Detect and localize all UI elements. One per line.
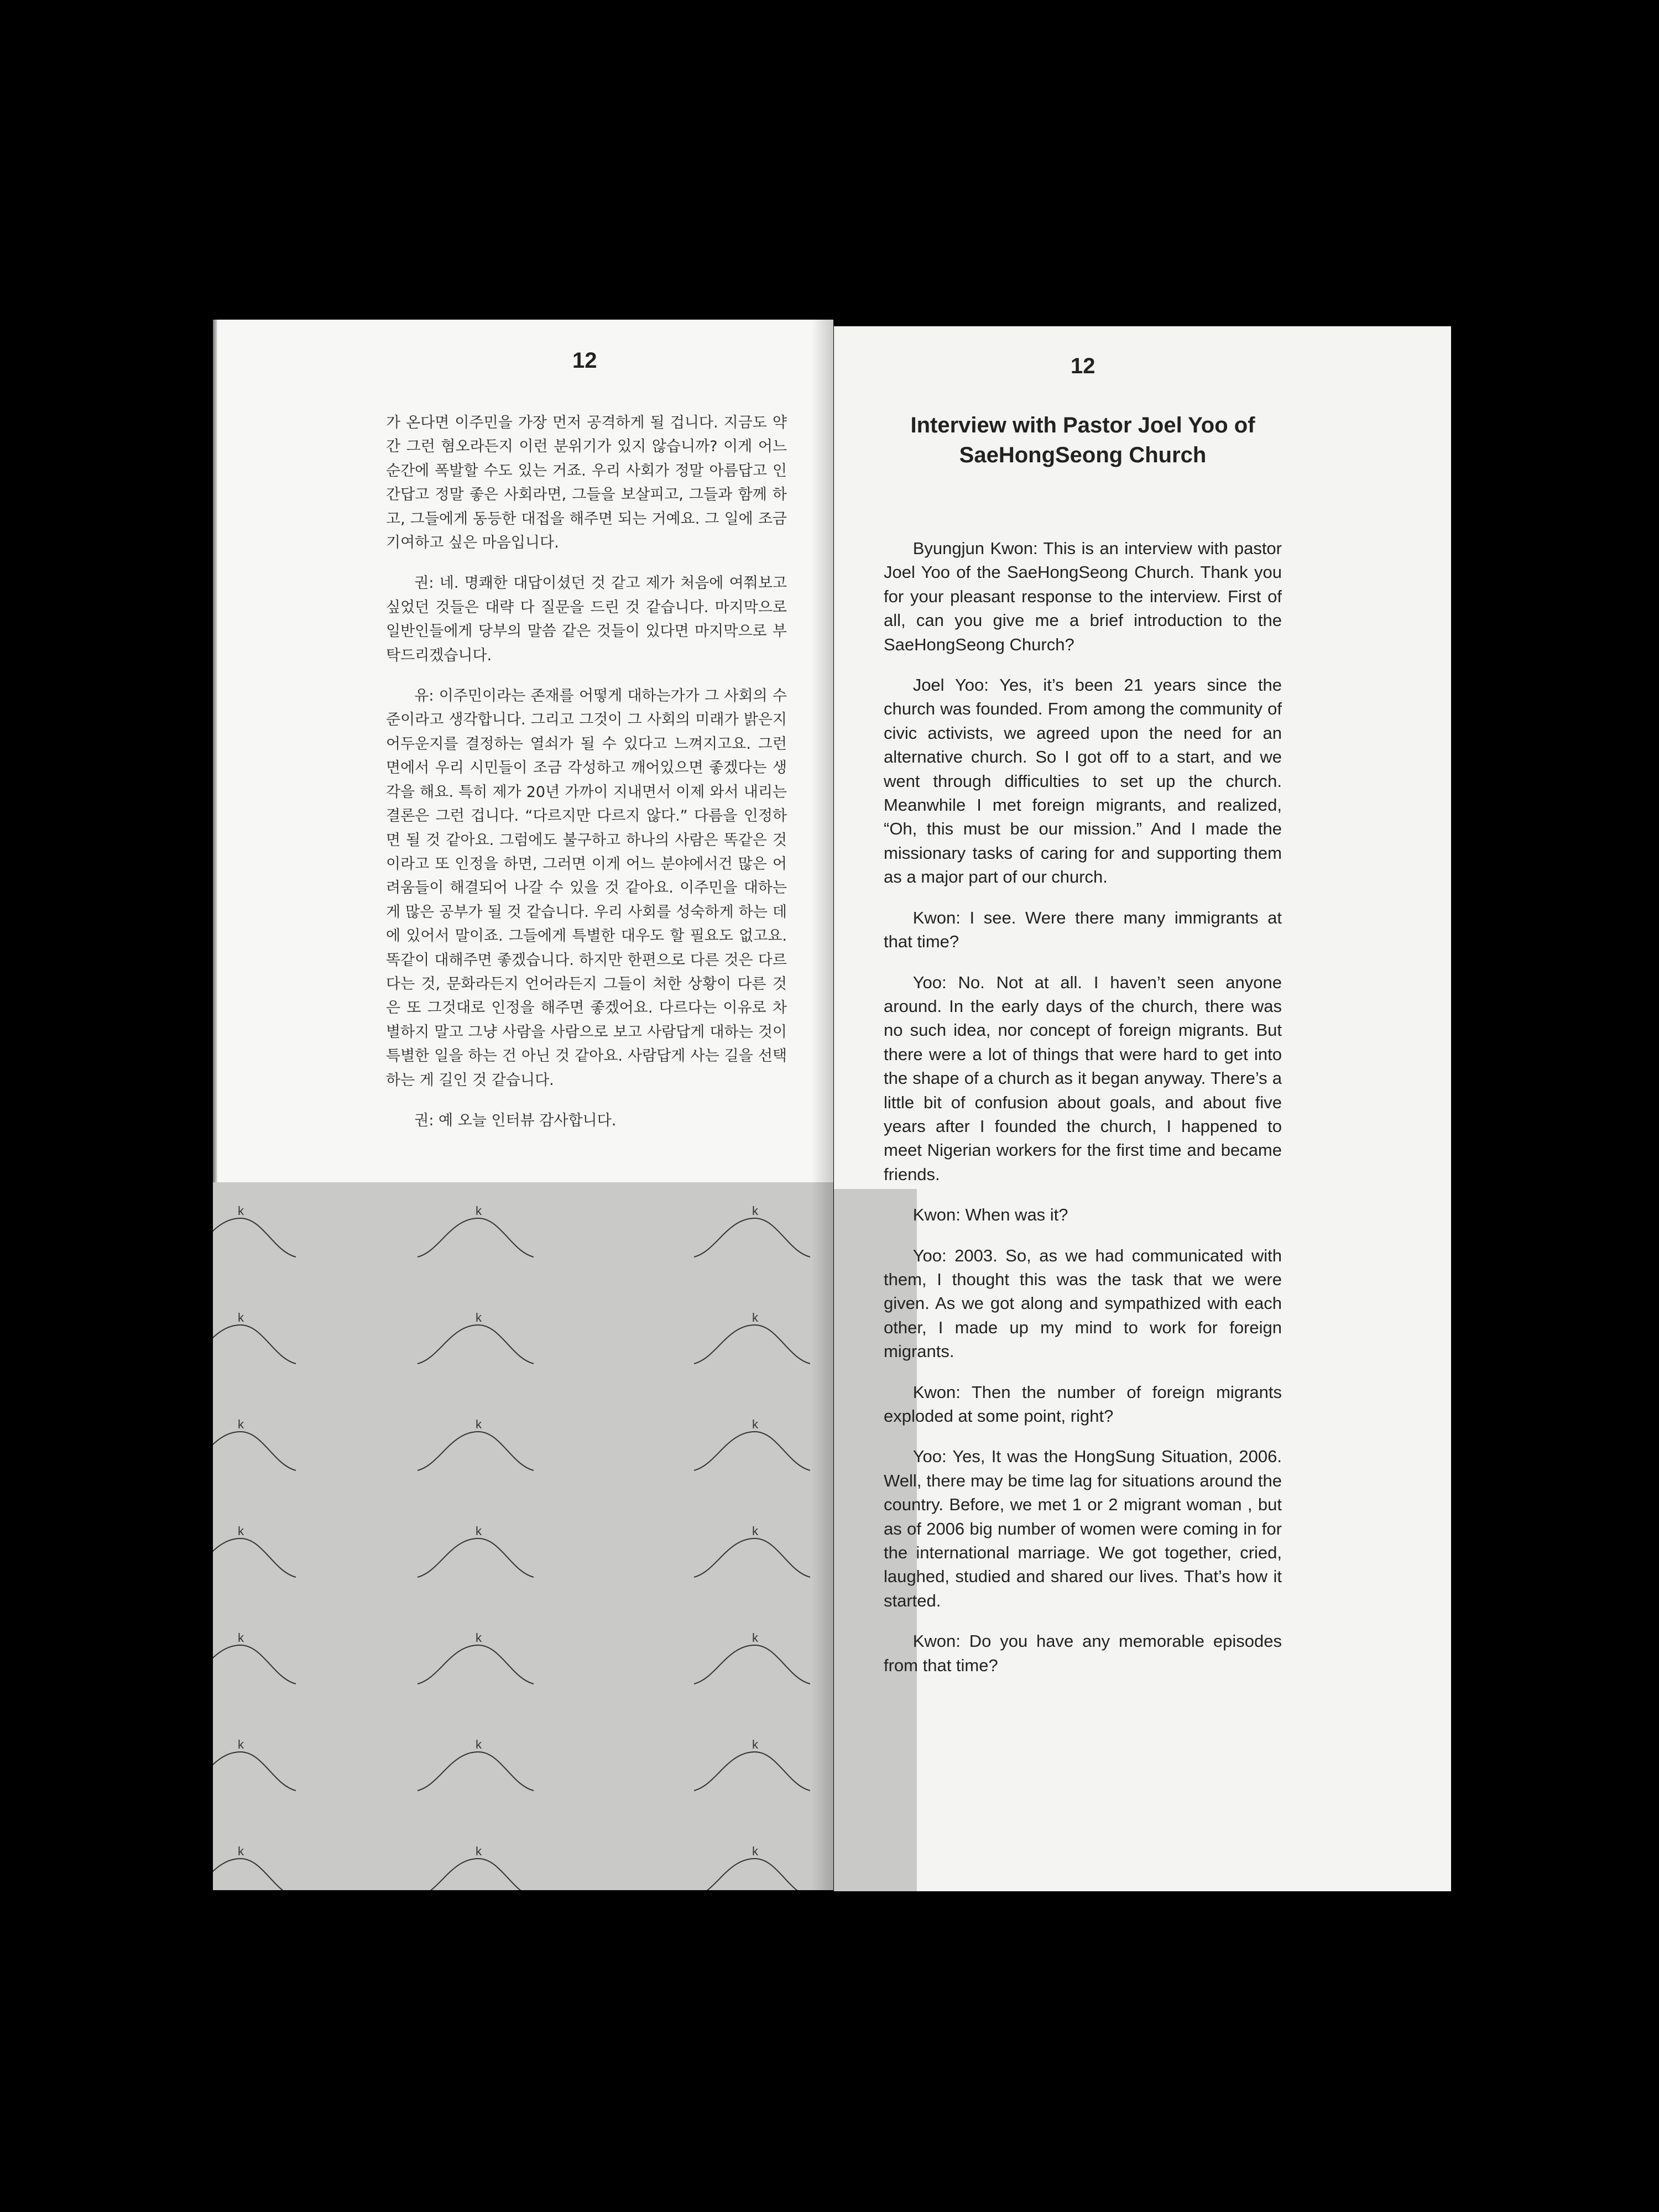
interview-paragraph: Yoo: No. Not at all. I haven’t seen anyone around. In the early days of the church, there was no such idea, nor concept of foreign migrants. But there were a lot of things that were hard to get into the shape of a church as it began anyway. There’s a little bit of confusion about goals, and about five years after I founded the church, I happened to meet Nigerian workers for the first time and became friends. [884,972,1282,1184]
pattern-letter: k [238,1204,244,1218]
arch-mark [418,1538,534,1577]
arch-mark [694,1218,810,1257]
arch-mark [694,1645,810,1684]
interview-paragraph: Byungjun Kwon: This is an interview with pastor Joel Yoo of the SaeHongSeong Church. Thank you for your pleasant response to the interview. First of all, can you give me a brief introduction to the SaeHongSeong Church? [884,539,1282,654]
pattern-letter: k [752,1524,758,1538]
arch-mark [213,1432,296,1470]
arch-mark [418,1859,534,1890]
pattern-letter: k [752,1417,758,1431]
pattern-letter: k [476,1311,482,1324]
interview-paragraph: Yoo: 2003. So, as we had communicated with them, I thought this was the task that we were given. As we got along and sympathized with each other, I made up my mind to work for foreign migrants. [884,1245,1282,1361]
arch-mark [694,1752,810,1791]
pattern-letter: k [476,1417,482,1431]
pattern-letter: k [752,1631,758,1645]
arch-mark [694,1325,810,1364]
korean-text-block [386,411,787,1149]
interview-paragraph: Kwon: When was it? [912,1205,1068,1225]
interview-paragraph: Joel Yoo: Yes, it’s been 21 years since the church was founded. From among the community of civic activists, we agreed upon the need for an alternative church. So I got off to a start, and we went through difficulties to set up the church. Meanwhile I met foreign migrants, and realized, “Oh, this must be our mission.” And I made the missionary tasks of caring for and supporting them as a major part of our church. [884,675,1282,887]
pattern-letter: k [476,1631,482,1645]
arch-mark [418,1432,534,1470]
arch-mark [694,1859,810,1890]
pattern-letter: k [752,1311,758,1324]
korean-paragraph: 유: 이주민이라는 존재를 어떻게 대하는가가 그 사회의 수준이라고 생각합니다. 그리고 그것이 그 사회의 미래가 밝은지 어두운지를 결정하는 열쇠가 될 수 있다고 느껴지고요. 그런 면에서 우리 시민들이 조금 각성하고 깨어있으면 좋겠다는 생각을 해요. 특히 제가 20년 가까이 지내면서 이제 와서 내리는 결론은 그런 겁니다. “다르지만 다르지 않다.” 다름을 인정하면 될 것 같아요. 그럼에도 불구하고 하나의 사람은 똑같은 것이라고 또 인정을 하면, 그러면 이게 어느 분야에서건 많은 어려움들이 해결되어 나갈 수 있을 것 같아요. 이주민을 대하는 게 많은 공부가 될 것 같습니다. 우리 사회를 성숙하게 하는 데에 있어서 말이죠. 그들에게 특별한 대우도 할 필요도 없고요. 똑같이 대해주면 좋겠습니다. 하지만 한편으로 다른 것은 다르다는 것, 문화라든지 언어라든지 그들이 처한 상황이 다른 것은 또 그것대로 인정을 해주면 좋겠어요. 다르다는 이유로 차별하지 말고 그냥 사람을 사람으로 보고 사람답게 대하는 것이 특별한 일을 하는 건 아닌 것 같아요. 사람답게 사는 길을 선택하는 게 길인 것 같습니다. [386,687,787,1089]
pattern-letter: k [476,1204,482,1218]
page-number: 12 [1071,354,1095,378]
korean-paragraph: 권: 네. 명쾌한 대답이셨던 것 같고 제가 처음에 여쭤보고 싶었던 것들은 대략 다 질문을 드린 것 같습니다. 마지막으로 일반인들에게 당부의 말씀 같은 것들이 있다면 마지막으로 부탁드리겠습니다. [386,575,787,664]
korean-paragraph: 권: 예 오늘 인터뷰 감사합니다. [414,1112,617,1129]
pattern-letter: k [238,1844,244,1858]
arch-mark [213,1752,296,1791]
left-page [213,320,833,1890]
arch-mark [694,1432,810,1470]
interview-paragraph: Kwon: I see. Were there many immigrants at that time? [884,907,1282,952]
pattern-letter: k [238,1524,244,1538]
interview-paragraph: Kwon: Then the number of foreign migrants exploded at some point, right? [884,1382,1282,1426]
arch-mark [213,1325,296,1364]
arch-mark [418,1752,534,1791]
pattern-letter: k [476,1524,482,1538]
arch-mark [213,1218,296,1257]
arch-mark [213,1859,296,1890]
article-title: Interview with Pastor Joel Yoo of SaeHongSeong Church [910,413,1255,467]
korean-paragraph: 가 온다면 이주민을 가장 먼저 공격하게 될 겁니다. 지금도 약간 그런 혐오라든지 이런 분위기가 있지 않습니까? 이게 어느 순간에 폭발할 수도 있는 거죠. 우리 사회가 정말 아름답고 인간답고 정말 좋은 사회라면, 그들을 보살피고, 그들과 함께 하고, 그들에게 동등한 대접을 해주면 되는 거예요. 그 일에 조금 기여하고 싶은 마음입니다. [386,414,787,552]
interview-paragraph: Kwon: Do you have any memorable episodes from that time? [884,1631,1282,1675]
page-number: 12 [572,348,597,373]
interview-paragraph: Yoo: Yes, It was the HongSung Situation, 2006. Well, there may be time lag for situations around the country. Before, we met 1 or 2 migrant woman , but as of 2006 big number of women were coming in for the international marriage. We got together, cried, laughed, studied and shared our lives. That’s how it started. [884,1447,1282,1610]
pattern-letter: k [752,1844,758,1858]
pattern-letter: k [238,1631,244,1645]
pattern-letter: k [238,1311,244,1324]
pattern-letter: k [238,1417,244,1431]
arch-mark [418,1325,534,1364]
pattern-letter: k [476,1738,482,1751]
arch-mark [418,1218,534,1257]
pattern-letter: k [752,1738,758,1751]
arch-pattern [213,1182,833,1890]
arch-mark [213,1645,296,1684]
english-text-block [884,536,1282,1694]
halftone-pattern-panel [213,1182,833,1890]
arch-mark [418,1645,534,1684]
arch-mark [694,1538,810,1577]
arch-mark [213,1538,296,1577]
pattern-letter: k [752,1204,758,1218]
right-page [834,326,1451,1891]
pattern-letter: k [476,1844,482,1858]
pattern-letter: k [238,1738,244,1751]
